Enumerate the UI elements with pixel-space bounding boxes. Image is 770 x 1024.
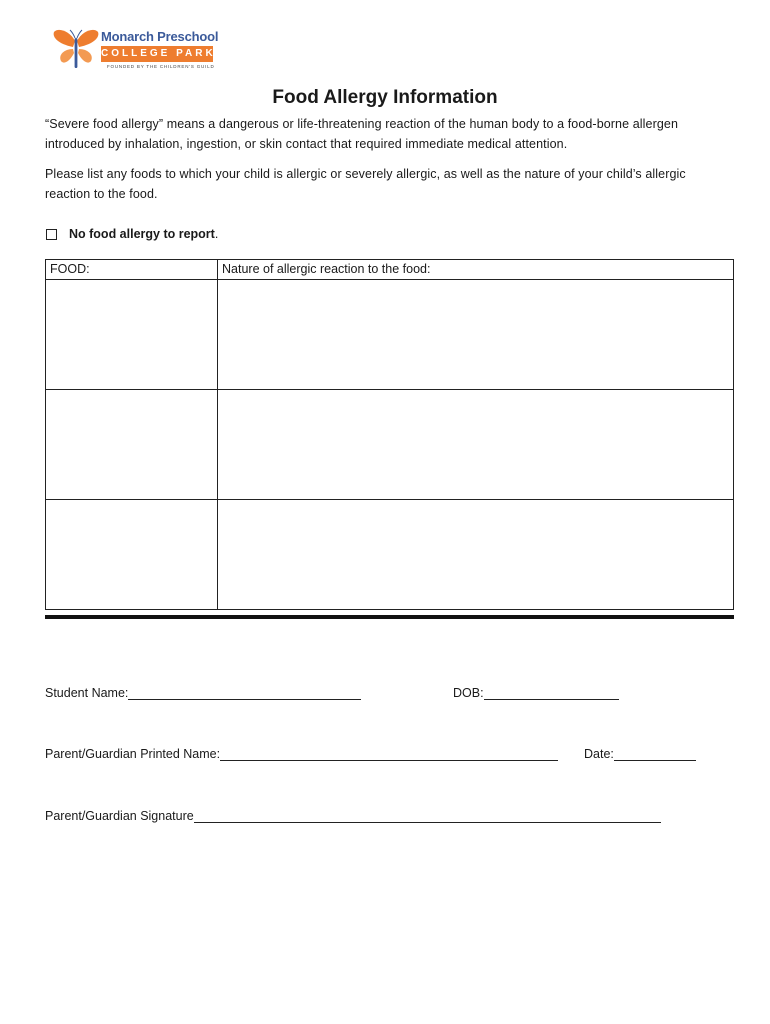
reaction-cell[interactable] <box>218 500 734 610</box>
dob-label: DOB: <box>453 686 484 700</box>
student-name-field <box>45 685 361 700</box>
student-name-input[interactable] <box>128 685 361 700</box>
food-cell[interactable] <box>46 390 218 500</box>
food-cell[interactable] <box>46 500 218 610</box>
butterfly-icon <box>52 27 100 71</box>
page-title: Food Allergy Information <box>272 87 498 108</box>
dob-input[interactable] <box>484 685 619 700</box>
reaction-cell[interactable] <box>218 280 734 390</box>
guardian-name-input[interactable] <box>220 746 558 761</box>
table-header-row <box>46 260 734 280</box>
guardian-signature-input[interactable] <box>194 808 661 823</box>
food-cell[interactable] <box>46 280 218 390</box>
table-row <box>46 500 734 610</box>
no-allergy-checkbox[interactable] <box>46 229 57 240</box>
dob-field <box>453 685 619 700</box>
no-allergy-period: . <box>214 227 219 241</box>
logo-tagline: FOUNDED BY THE CHILDREN'S GUILD <box>107 64 215 69</box>
allergy-table <box>45 259 734 610</box>
table-row <box>46 280 734 390</box>
guardian-name-field <box>45 746 558 761</box>
reaction-cell[interactable] <box>218 390 734 500</box>
guardian-name-label: Parent/Guardian Printed Name: <box>45 747 221 761</box>
guardian-signature-label: Parent/Guardian Signature <box>45 809 194 823</box>
student-name-label: Student Name: <box>45 686 129 700</box>
date-input[interactable] <box>614 746 696 761</box>
date-label: Date: <box>584 747 614 761</box>
table-bottom-rule <box>45 615 734 619</box>
guardian-signature-field <box>45 808 661 823</box>
definition-paragraph: “Severe food allergy” means a dangerous or life-threatening reaction of the human body to a food-borne allergen introduced by inhalation, ingestion, or skin contact that required immediate medical attention. <box>45 117 679 151</box>
date-field <box>584 746 696 761</box>
logo-school-name: Monarch Preschool <box>101 29 219 44</box>
school-logo <box>52 27 232 73</box>
table-row <box>46 390 734 500</box>
reaction-column-header: Nature of allergic reaction to the food: <box>218 260 734 280</box>
instructions-paragraph: Please list any foods to which your child is allergic or severely allergic, as well as the nature of your child’s allergic reaction to the food. <box>45 167 686 201</box>
no-allergy-option <box>46 227 218 241</box>
logo-campus: COLLEGE PARK <box>101 46 213 62</box>
food-column-header: FOOD: <box>46 260 218 280</box>
no-allergy-label: No food allergy to report <box>69 227 215 241</box>
